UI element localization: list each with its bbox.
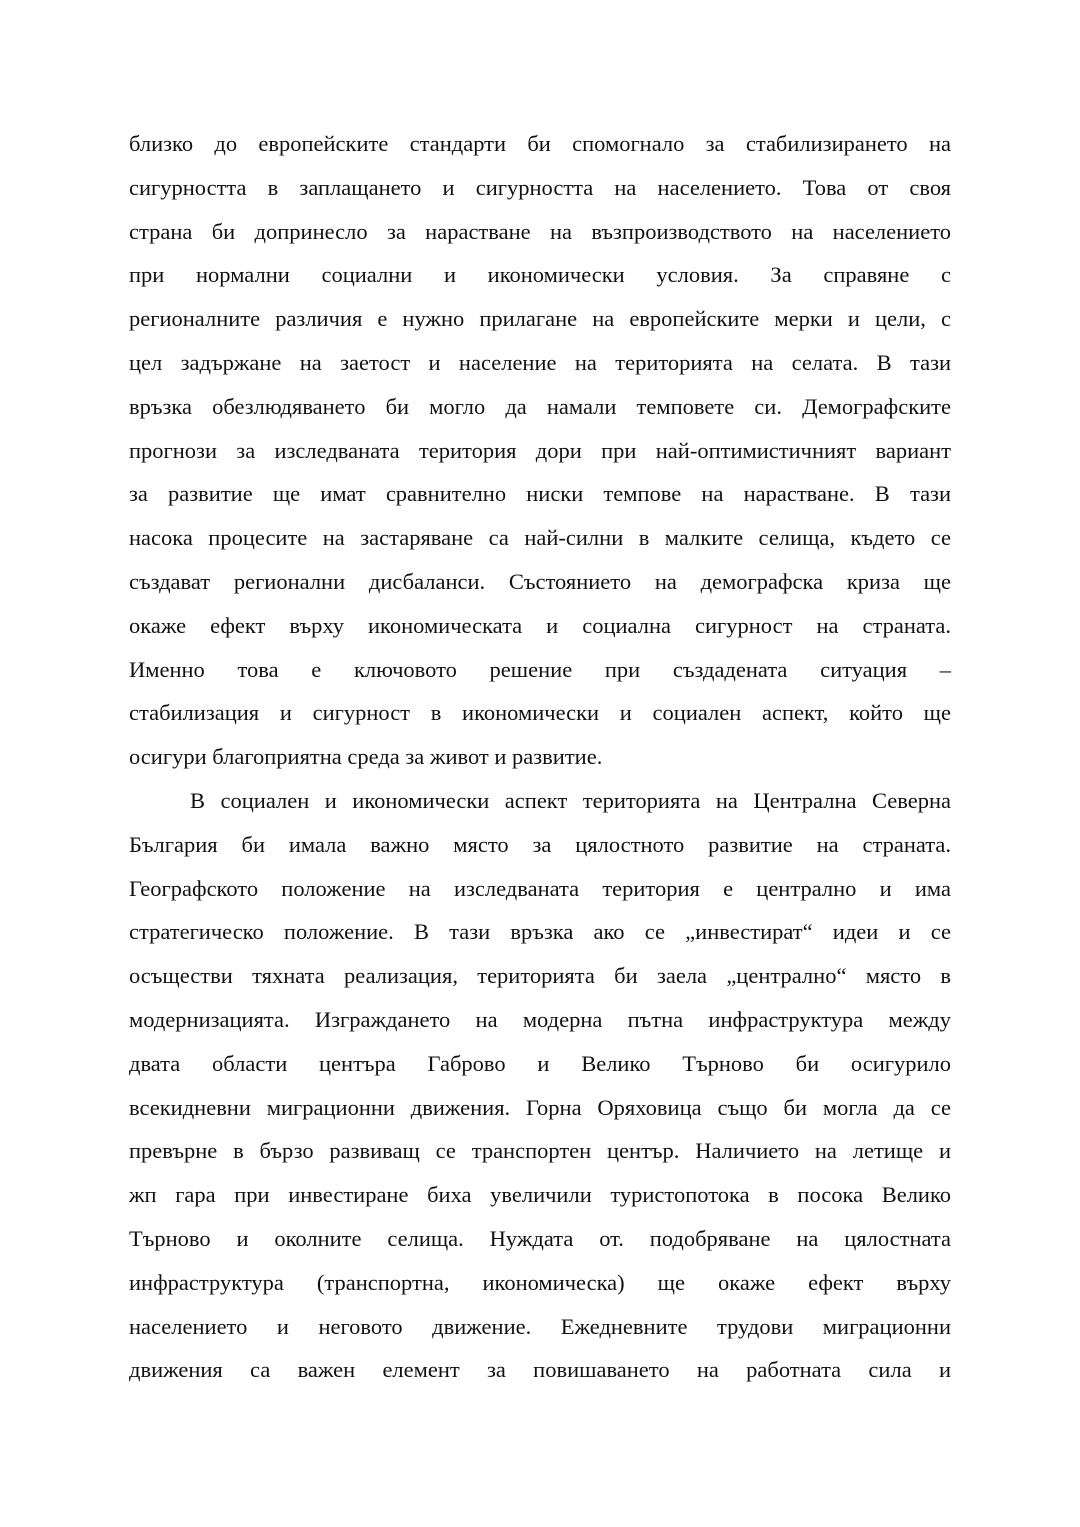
- text-line: регионалните различия е нужно прилагане на европейските мерки и цели, с: [129, 306, 951, 332]
- text-line: В социален и икономически аспект територията на Централна Северна: [190, 787, 951, 813]
- text-line: движения са важен елемент за повишаването на работната сила и: [129, 1357, 951, 1383]
- text-line: населението и неговото движение. Ежедневните трудови миграционни: [129, 1313, 951, 1339]
- text-line: при нормални социални и икономически условия. За справяне с: [129, 262, 951, 288]
- body-text: [129, 122, 951, 1392]
- text-line: осъществи тяхната реализация, територията би заела „централно“ място в: [129, 963, 951, 989]
- paragraph-2: [129, 779, 951, 1392]
- text-line: цел задържане на заетост и население на територията на селата. В тази: [129, 349, 951, 375]
- text-line: България би имала важно място за цялостното развитие на страната.: [129, 831, 951, 857]
- text-line: за развитие ще имат сравнително ниски темпове на нарастване. В тази: [129, 481, 951, 507]
- text-line: насока процесите на застаряване са най-силни в малките селища, където се: [129, 525, 951, 551]
- text-line: окаже ефект върху икономическата и социална сигурност на страната.: [129, 612, 951, 638]
- text-line: стратегическо положение. В тази връзка ако се „инвестират“ идеи и се: [129, 919, 951, 945]
- text-line: превърне в бързо развиващ се транспортен център. Наличието на летище и: [129, 1138, 951, 1164]
- text-line: Именно това е ключовото решение при създадената ситуация –: [129, 656, 951, 682]
- text-line: всекидневни миграционни движения. Горна Оряховица също би могла да се: [129, 1094, 951, 1120]
- text-line: сигурността в заплащането и сигурността на населението. Това от своя: [129, 174, 951, 200]
- text-line: близко до европейските стандарти би спомогнало за стабилизирането на: [129, 131, 951, 156]
- text-line: жп гара при инвестиране биха увеличили туристопотока в посока Велико: [129, 1182, 951, 1208]
- paragraph-1: [129, 122, 951, 779]
- text-line: Търново и околните селища. Нуждата от. подобряване на цялостната: [129, 1225, 951, 1251]
- text-line: връзка обезлюдяването би могло да намали темповете си. Демографските: [129, 393, 951, 419]
- text-line: стабилизация и сигурност в икономически и социален аспект, който ще: [129, 700, 951, 726]
- text-line: модернизацията. Изграждането на модерна пътна инфраструктура между: [129, 1006, 951, 1032]
- text-line: двата области центъра Габрово и Велико Търново би осигурило: [129, 1050, 951, 1076]
- text-line: Географското положение на изследваната територия е централно и има: [129, 875, 951, 901]
- text-line: страна би допринесло за нарастване на възпроизводството на населението: [129, 218, 951, 244]
- text-line: прогнози за изследваната територия дори при най-оптимистичният вариант: [129, 437, 951, 463]
- text-line: инфраструктура (транспортна, икономическа) ще окаже ефект върху: [129, 1269, 951, 1295]
- text-line: осигури благоприятна среда за живот и развитие.: [129, 744, 603, 770]
- text-line: създават регионални дисбаланси. Състоянието на демографска криза ще: [129, 568, 951, 594]
